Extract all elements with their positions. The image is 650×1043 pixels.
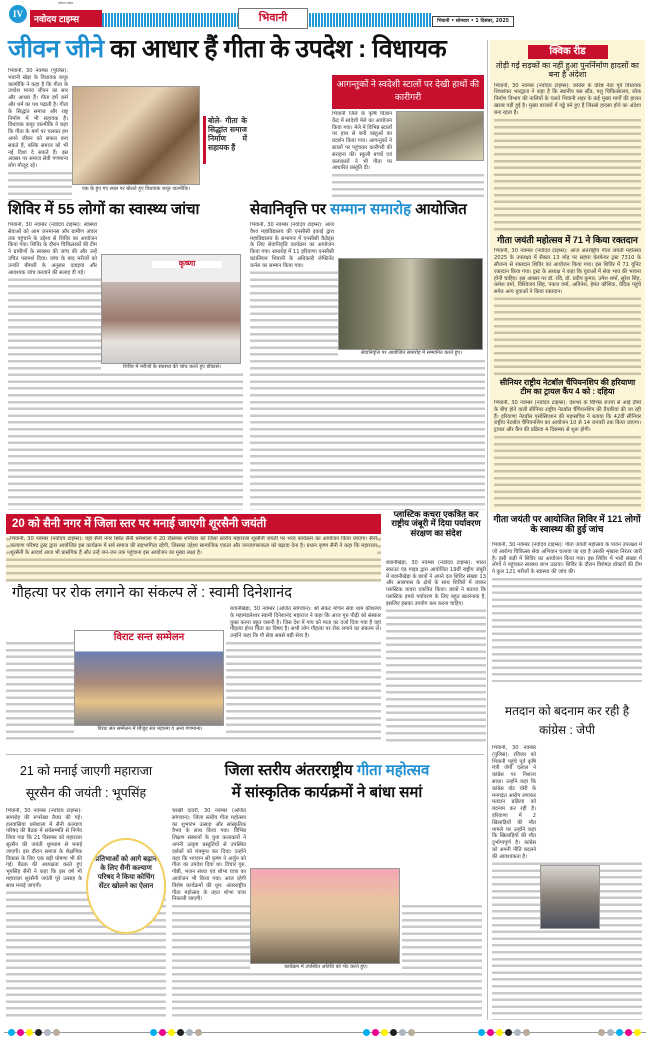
- quick-read-item-title: सीनियर राष्ट्रीय नेटबॉल चैंपियनशिप की हरियाणा टीम का ट्रायल कैंप 4 को : दहिया: [499, 378, 636, 397]
- retire-headline-highlight: सम्मान समारोह: [330, 201, 412, 218]
- column-divider: [487, 40, 488, 1020]
- quick-read-item-text: भिवानी, 30 नवम्बर (नवोदय टाइम्स): देशभर के विभिन्न राज्यों से आई टीमों के बीच होने वाली सीनियर राष्ट्रीय नेटबॉल चैंपियनशिप की तैयारियां की जा रही हैं। हरियाणा नेटबॉल एसोसिएशन की महासचिव ने बताया कि 42वीं सीनियर राष्ट्रीय नेटबॉल चैंपियनशिप का आयोजन 10 से 14 जनवरी तक किया जाएगा। ट्रायल और कैंप की प्रक्रिया 4 दिसम्बर से शुरू होगी।: [494, 400, 641, 434]
- camp121-body: [492, 542, 642, 682]
- suraj-body-text: भिवानी, 30 नवम्बर (नवोदय टाइम्स): समारोह की रूपरेखा तैयार की गई। हलवासिया धर्मशाला में सैनी कल्याण परिषद की बैठक में सर्वसम्मति से निर्णय लिया गया कि 21 दिसम्बर को महाराजा सूरसैन की जयंती धूमधाम से मनाई जाएगी। इस दौरान समाज के शैक्षणिक विकास के लिए एक बड़ी घोषणा भी की गई। बैठक की अध्यक्षता करते हुए भूपसिंह सैनी ने कहा कि इस वर्ष भी महाराजा शूरसैनी जयंती पूरे उत्साह के साथ मनाई जाएगी।: [6, 808, 166, 890]
- lead-photo: [72, 86, 200, 185]
- camp55-headline: शिविर में 55 लोगों का स्वास्थ्य जांचा: [8, 201, 200, 218]
- cow-headline: गौहत्या पर रोक लगाने का संकल्प लें : स्वामी दिनेशानंद: [12, 585, 292, 601]
- color-registration-marks: [150, 1029, 202, 1036]
- masthead-logo: नवोदय टाइम्स: [30, 10, 102, 27]
- quick-read-panel: [490, 40, 645, 512]
- swadeshi-headline-box: आगन्तुकों ने स्वदेशी स्टालों पर देखी हाथों की कारीगरी: [332, 75, 484, 109]
- quick-read-item-body: [494, 83, 641, 233]
- congress-photo: [540, 865, 600, 929]
- swadeshi-body: [332, 111, 484, 199]
- cow-photo: [74, 630, 224, 726]
- lead-headline-highlight: जीवन जीने: [8, 35, 104, 63]
- swadeshi-photo: [396, 111, 484, 161]
- color-registration-marks: [598, 1029, 641, 1036]
- dateline: भिवानी • सोमवार • 1 दिसंबर, 2025: [432, 16, 514, 27]
- lead-headline: [8, 35, 447, 64]
- color-registration-marks: [478, 1029, 530, 1036]
- congress-headline: मतदान को बदनाम कर रही है कांग्रेस : जेपी: [504, 704, 630, 737]
- saini-body: [6, 536, 381, 582]
- lead-caption: एक के हुए गए स्थल पर बोलते हुए विधायक कपूर वाल्मीकि।: [72, 186, 200, 193]
- retire-body-text: भिवानी, 30 नवम्बर (नवोदय टाइम्स): आज वैश्य महाविद्यालय की एनसीसी इकाई द्वारा महाविद्यालय के सभागार में एनसीसी कैडेट्स के लिए सेवानिवृत्ति कार्यक्रम का आयोजन किया गया। समारोह में 11 हरियाणा एनसीसी बटालियन भिवानी के अधिकारी लेफ्टिनेंट कर्नल का सम्मान किया गया।: [250, 222, 485, 270]
- camp55-body-text: भिवानी, 30 नवम्बर (नवोदय टाइम्स): स्वास्थ्य सेवाओं को आम जनमानस और ग्रामीण अंचल तक पहुंचाने के उद्देश्य से शिविर का आयोजन किया गया। शिविर के दौरान चिकित्सकों की टीम ने ग्रामीणों के स्वास्थ्य की जांच की और उन्हें उचित परामर्श दिया। जांच के बाद मरीजों को उनकी बीमारी के अनुसार दवाइयां और आवश्यक जांच करवाने की सलाह दी गई।: [8, 222, 243, 276]
- quick-read-item-body: [494, 400, 641, 510]
- saini-headline-banner: 20 को सैनी नगर में जिला स्तर पर मनाई जाएगी शूरसैनी जयंती: [6, 514, 381, 534]
- camp55-photo: [101, 254, 241, 364]
- color-registration-marks: [363, 1029, 415, 1036]
- retire-figure: [338, 258, 485, 357]
- retire-caption: सेवानिवृत्ति पर आयोजित समारोह में सम्मानित करते हुए।: [338, 350, 485, 357]
- camp55-caption: शिविर में मरीजों के स्वास्थ्य की जांच करते हुए डॉक्टर्स।: [101, 364, 243, 371]
- retire-body: [250, 222, 485, 510]
- quick-read-item-text: भिवानी, 30 नवम्बर (नवोदय टाइम्स): आज अंतर्राष्ट्रीय गीता जयंती महोत्सव 2025 के उपलक्ष्य में सैक्टर 13 मोड़ पर सहारा वेलफेयर ट्रस्ट 7310 के सौजन्य से रक्तदान शिविर का आयोजन किया गया। इस शिविर में 71 यूनिट रक्तदान किया गया। ट्रस्ट के अध्यक्ष ने कहा कि युवाओं में सेवा भाव की भावना होनी चाहिए। इस अवसर पर डॉ. रवि, डॉ. प्रदीप कुमार, उमेश शर्मा, सुरेश सिंह, कमेश वर्मा, विश्विजय सिंह, पंकज वर्मा, अविनेश, हेमंत कौशिक, वेदिक पहूंचे समेत अन्य युवाओं ने किया रक्तदान।: [494, 248, 641, 296]
- retire-headline-end: आयोजित: [411, 201, 467, 218]
- cow-body-text: बवानीखेड़ा, 30 नवम्बर (अजित सांगवान): श्री संकट मोचन सेवा धाम कौशल्या के महामंडलेश्वर स्वामी दिनेशानंद महाराज ने कहा कि आज गुरु पीढ़ी को संस्कार युक्त करना बहुत जरूरी है। जिस देश में गाय को माता का दर्जा दिया गया है वहां गौहत्या होना चिंता का विषय है। सभी लोग गौहत्या पर रोक लगाने का संकल्प लें। उन्होंने कहा कि गौ सेवा सबसे बड़ी सेवा है।: [6, 606, 381, 640]
- retire-photo: [338, 258, 483, 350]
- camp121-headline: गीता जयंती पर आयोजित शिविर में 121 लोगों के स्वास्थ्य की हुई जांच: [493, 514, 641, 534]
- lead-body-text: भिवानी, 30 नवम्बर (पुलिस): भवानी खेड़ा के विधायक कपूर वाल्मीकि ने कहा है कि गीता के उपदेश मानव जीवन का सार और आधार हैं। गीता हमें कर्म और धर्म का पथ पढ़ाती है। गीता के सिद्धांत समाज और राष्ट्र निर्माण में भी सहायक हैं। विधायक कपूर वाल्मीकि ने कहा कि गीता के मार्ग पर चलकर हम अपने जीवन को सफल बना सकते हैं, बल्कि समाज को भी नई दिशा दे सकते हैं। इस अवसर पर समाज सेवी गणमान्य लोग मौजूद रहे।: [8, 68, 248, 170]
- row-divider: [6, 754, 484, 755]
- footer-rule: [4, 1032, 646, 1033]
- cow-body: [6, 606, 381, 742]
- city-label: भिवानी: [238, 8, 308, 29]
- color-registration-marks: [8, 1029, 60, 1036]
- lead-callout: बोले- गीता के सिद्धांत समाज निर्माण में सहायक हैं: [203, 116, 247, 164]
- suraj-headline: 21 को मनाई जाएगी महाराजा सूरसैन की जयंती : भूपसिंह: [19, 764, 153, 800]
- gita-headline-a: जिला स्तरीय अंतरराष्ट्रीय: [224, 762, 357, 779]
- gita-headline-b: में सांस्कृतिक कार्यक्रमों ने बांधा समां: [231, 784, 423, 801]
- congress-body-text: भिवानी, 30 नवम्बर (पुलिस): रविवार को भिवानी पहुंचे पूर्व कृषि मंत्री जेपी दलाल ने कांग्रेस पर निशाना साधा। उन्होंने कहा कि कांग्रेस वोट चोरी के मनगढ़ंत आरोप लगाकर मतदान प्रक्रिया को बदनाम कर रही है। हरियाणा में 2 खिलाड़ियों की मौत मामले पर उन्होंने कहा कि खिलाड़ियों की मौत दुर्भाग्यपूर्ण है। कांग्रेस को अपनी नीति बदलने की आवश्यकता है।: [492, 745, 642, 861]
- gita-headline: [172, 760, 482, 804]
- lead-body: [8, 68, 248, 200]
- plastic-body: [386, 560, 486, 742]
- gita-photo: [250, 868, 400, 964]
- lead-figure: [72, 86, 248, 200]
- quick-read-item-text: भिवानी, 30 नवम्बर (नवोदय टाइम्स): कांग्रेस के वरिष्ठ नेता पूर्व विधायक शिवशंकर भारद्वाज ने कहा है कि स्थानीय बस स्टैंड, पशु चिकित्सालय, लोक निर्माण विभाग की नालियों के चलते भिवानी शहर के कई मुख्य मार्गों की हालत खराब पड़ी हुई है। मुख्य बाजारों में गड्ढे बने हुए हैं जिससे हादसा होने का अंदेशा बना रहता है।: [494, 82, 641, 116]
- camp121-body-text: भिवानी, 30 नवम्बर (नवोदय टाइम्स): गीता जयंती महोत्सव के पावन उपलक्ष्य में जो आरोग्य चिकित्सा सेवा अभियान चलाया जा रहा है उसकी शृंखला निरंतर जारी है। इसी कड़ी में शिविर का आयोजन किया गया। इस शिविर में भारी संख्या में लोगों ने पहुंचकर स्वास्थ्य लाभ उठाया। शिविर के दौरान विशेषज्ञ डॉक्टरों की टीम ने कुल 121 मरीजों के स्वास्थ्य की जांच की।: [492, 542, 642, 576]
- swadeshi-body-text: भिवानी जिले के कृषि विज्ञान केंद्र में स्वदेशी मेले का आयोजन किया गया। मेले में विभिन्न स्टालों पर हाथ से बनी वस्तुओं का प्रदर्शन किया गया। आगन्तुकों ने स्टालों पर पहुंचकर कारीगरी की सराहना की। स्कूली बच्चों एवं कलाकारों ने भी गीता पर आधारित प्रस्तुति दी।: [332, 111, 484, 172]
- retire-headline-plain: सेवानिवृत्ति पर: [250, 201, 331, 218]
- saini-body-text: भिवानी, 30 नवम्बर (नवोदय टाइम्स): यहां सैनी नगर स्थित सैनी धर्मशाला में 20 दिसम्बर शनिवार को जिला स्तरीय महाराजा शूरसैनी जयंती पर भव्य कार्यक्रम का आयोजन किया जाएगा। सैनी कल्याण परिषद ट्रस्ट द्वारा आयोजित इस कार्यक्रम में सर्व समाज की सहभागिता रहेगी, जिसका उद्देश्य सामाजिक एकता और जनजागरूकता को बढ़ावा देना है। प्रधान कृष्ण सैनी ने कहा कि महाराजा शूरसैनी के आदर्श आज भी प्रासंगिक हैं और उन्हें जन-जन तक पहुंचाना इस आयोजन का मुख्य लक्ष्य है।: [10, 536, 377, 556]
- gita-body: [172, 808, 482, 1020]
- plastic-body-text: बवानीखेड़ा, 30 नवम्बर (नवोदय टाइम्स): भारत स्काउट एंड गाइड द्वारा आयोजित 19वीं राष्ट्रीय जंबूरी में बवानीखेड़ा के छात्रों ने अपने दल शिविर संख्या 13 और आसपास के क्षेत्रों के साथ शिविरों में जाकर प्लास्टिक कचरा एकत्रित किया। छात्रों ने बताया कि प्लास्टिक हमारे पर्यावरण के लिए बहुत खतरनाक है, इसलिए इसका उपयोग कम करना चाहिए।: [386, 560, 486, 607]
- retire-headline: [250, 202, 467, 219]
- gita-body-text: चरखी दादरी, 30 नवम्बर (अजित सांगवान): जिला स्तरीय गीता महोत्सव का शुभारंभ उत्साह और सांस्कृतिक वैभव के साथ किया गया। विभिन्न शिक्षण संस्थानों के युवा कलाकारों ने अपनी उत्कृष्ट प्रस्तुतियों से उपस्थित दर्शकों को मंत्रमुग्ध कर दिया। उन्होंने कहा कि भगवान श्री कृष्ण ने अर्जुन को गीता का उपदेश दिया था। विचार गुरु, गोष्ठी, भजन संध्या एवं शोभा यात्रा का आयोजन भी किया गया। आज रहेगी विशेष कार्यक्रमों की धूम: अंतरराष्ट्रीय गीता महोत्सव के तहत शोभा यात्रा निकाली जाएगी।: [172, 808, 482, 903]
- camp55-figure: [101, 254, 243, 371]
- gita-caption: कार्यक्रम में उपस्थित अतिथि को भेंट करते हुए।: [250, 964, 402, 971]
- quick-read-item-title: तोड़ी गई सड़कों का नहीं हुआ पुनर्निर्माण हादसों का बना है अंदेशा: [496, 61, 639, 79]
- page-number-badge: IV: [9, 5, 27, 23]
- lead-headline-rest: का आधार हैं गीता के उपदेश : विधायक: [103, 35, 447, 63]
- quick-read-item-body: [494, 248, 641, 376]
- page-header: [0, 0, 650, 32]
- masthead-tag: नवोदय टाइम्स: [58, 1, 74, 5]
- camp55-banner: कृष्णा: [152, 261, 222, 268]
- gita-figure: [250, 868, 402, 971]
- cow-photo-banner: विराट सन्त सम्मेलन: [75, 631, 223, 642]
- gita-headline-highlight: गीता महोत्सव: [356, 762, 430, 779]
- suraj-callout: प्रतिभाओं को आगे बढ़ाने के लिए सैनी कल्याण परिषद ने किया कोचिंग सेंटर खोलने का ऐलान: [86, 838, 166, 934]
- cow-caption: विराट संत सम्मेलन में मौजूद संत महात्मा व अन्य गणमान्य।: [74, 726, 226, 733]
- quick-read-item-title: गीता जयंती महोत्सव में 71 ने किया रक्तदान: [497, 234, 638, 245]
- cow-figure: [74, 630, 226, 733]
- congress-body: [492, 745, 642, 1020]
- plastic-headline: प्लास्टिक कचरा एकत्रित कर राष्ट्रीय जंबूरी में दिया पर्यावरण संरक्षण का संदेश: [391, 509, 481, 538]
- quick-read-label: क्विक रीड: [528, 45, 608, 59]
- suraj-body: [6, 808, 166, 1020]
- camp55-body: [8, 222, 243, 510]
